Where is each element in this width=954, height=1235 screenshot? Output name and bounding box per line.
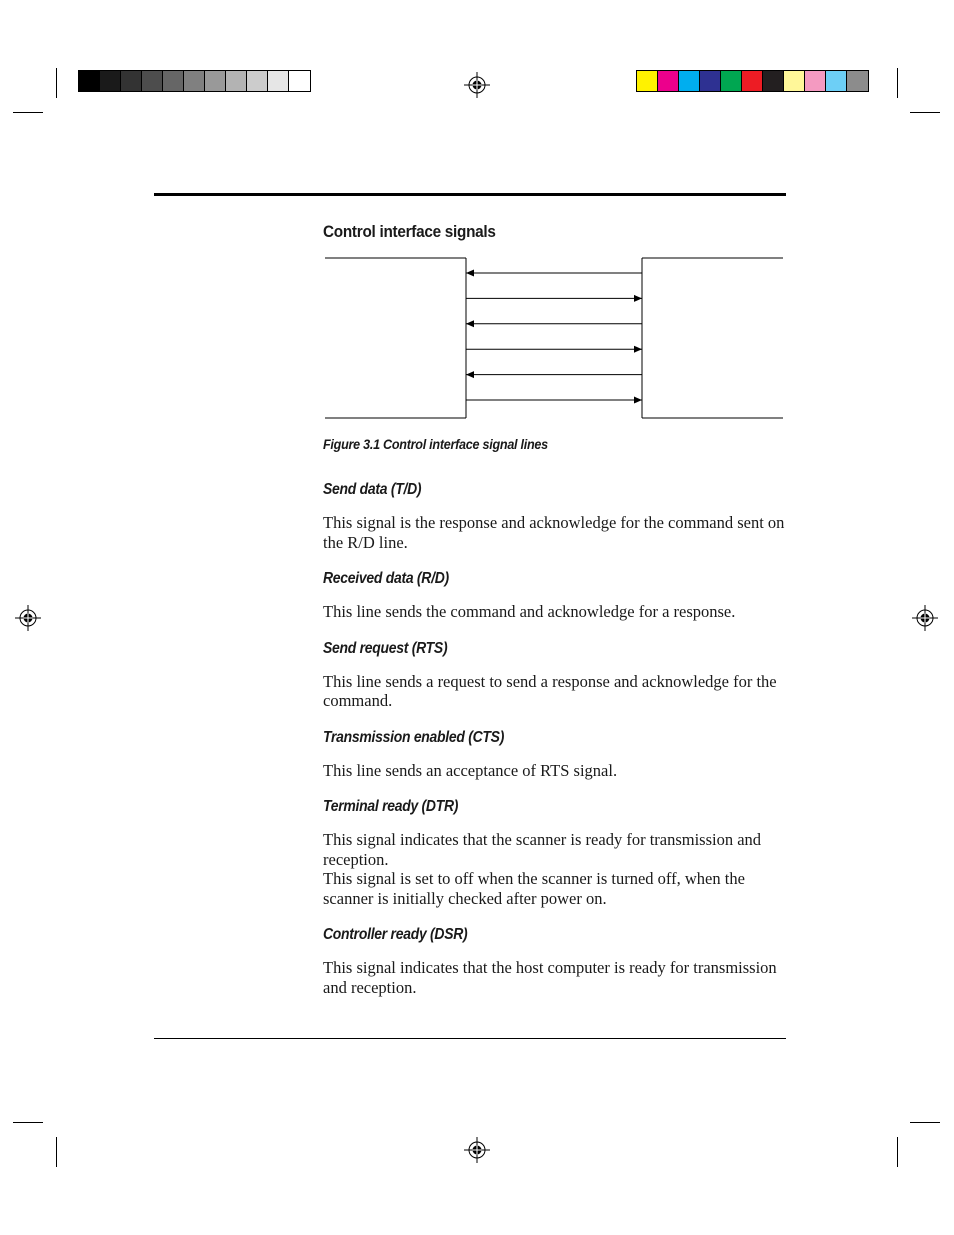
signal-arrow-right <box>466 295 642 302</box>
signal-description <box>323 761 788 781</box>
color-swatch <box>268 71 289 91</box>
crop-mark-top-left-h <box>13 112 43 113</box>
signal-arrow-left <box>466 270 642 277</box>
signal-paragraph: This line sends an acceptance of RTS signal. <box>323 760 618 780</box>
signal-arrow-left <box>466 320 642 327</box>
signal-heading: Transmission enabled (CTS) <box>323 728 505 746</box>
signal-arrow-right <box>466 346 642 353</box>
signal-paragraph: This signal is the response and acknowledge for the command sent on the R/D line. <box>323 513 785 552</box>
crop-mark-bottom-right-h <box>910 1122 940 1123</box>
registration-mark-icon <box>464 72 490 98</box>
arrowhead-icon <box>634 397 642 404</box>
color-swatch <box>163 71 184 91</box>
signal-description <box>323 672 788 711</box>
signal-description <box>323 830 788 908</box>
registration-mark-icon <box>912 605 938 631</box>
registration-mark-icon <box>464 1137 490 1163</box>
signal-paragraph: This signal indicates that the scanner is ready for transmission and reception. <box>323 830 762 869</box>
section-title: Control interface signals <box>323 222 496 241</box>
color-swatch <box>226 71 247 91</box>
crop-mark-bottom-right-v <box>897 1137 898 1167</box>
color-swatch <box>679 71 700 91</box>
arrowhead-icon <box>466 270 474 277</box>
color-swatch <box>142 71 163 91</box>
signal-heading: Terminal ready (DTR) <box>323 798 459 815</box>
color-swatch <box>658 71 679 91</box>
signal-heading: Received data (R/D) <box>323 570 449 587</box>
signal-descriptions <box>323 481 788 1015</box>
color-swatch <box>805 71 826 91</box>
signal-paragraph: This signal indicates that the host computer is ready for transmission and reception. <box>323 958 777 997</box>
crop-mark-top-left-v <box>56 68 57 98</box>
signal-paragraph: This line sends the command and acknowledge for a response. <box>323 602 736 621</box>
figure-caption: Figure 3.1 Control interface signal lines <box>323 436 548 452</box>
crop-mark-bottom-left-v <box>56 1137 57 1167</box>
color-swatch <box>184 71 205 91</box>
color-swatch <box>700 71 721 91</box>
color-swatch <box>121 71 142 91</box>
color-swatch <box>721 71 742 91</box>
color-swatch <box>847 71 868 91</box>
signal-heading: Controller ready (DSR) <box>323 926 468 943</box>
footer-rule <box>154 1038 786 1039</box>
signal-heading: Send data (T/D) <box>323 481 422 498</box>
signal-lines-diagram <box>320 255 790 425</box>
signal-arrow-left <box>466 371 642 378</box>
signal-description <box>323 602 788 622</box>
arrowhead-icon <box>634 295 642 302</box>
color-swatch <box>100 71 121 91</box>
color-swatch <box>763 71 784 91</box>
signal-heading: Send request (RTS) <box>323 639 448 657</box>
color-swatch <box>826 71 847 91</box>
left-device-box <box>325 258 466 418</box>
arrowhead-icon <box>466 320 474 327</box>
right-device-box <box>642 258 783 418</box>
arrowhead-icon <box>634 346 642 353</box>
crop-mark-top-right-h <box>910 112 940 113</box>
color-swatch <box>742 71 763 91</box>
color-swatch <box>289 71 310 91</box>
header-rule <box>154 193 786 196</box>
process-color-bar <box>636 70 869 92</box>
arrowhead-icon <box>466 371 474 378</box>
signal-paragraph: This signal is set to off when the scanner is turned off, when the scanner is initially checked after power on. <box>323 869 745 908</box>
signal-description <box>323 958 788 997</box>
color-swatch <box>247 71 268 91</box>
signal-description <box>323 513 788 552</box>
color-swatch <box>79 71 100 91</box>
crop-mark-top-right-v <box>897 68 898 98</box>
signal-arrow-right <box>466 397 642 404</box>
registration-mark-icon <box>15 605 41 631</box>
signal-paragraph: This line sends a request to send a response and acknowledge for the command. <box>323 671 777 710</box>
crop-mark-bottom-left-h <box>13 1122 43 1123</box>
grayscale-color-bar <box>78 70 311 92</box>
color-swatch <box>637 71 658 91</box>
color-swatch <box>205 71 226 91</box>
color-swatch <box>784 71 805 91</box>
